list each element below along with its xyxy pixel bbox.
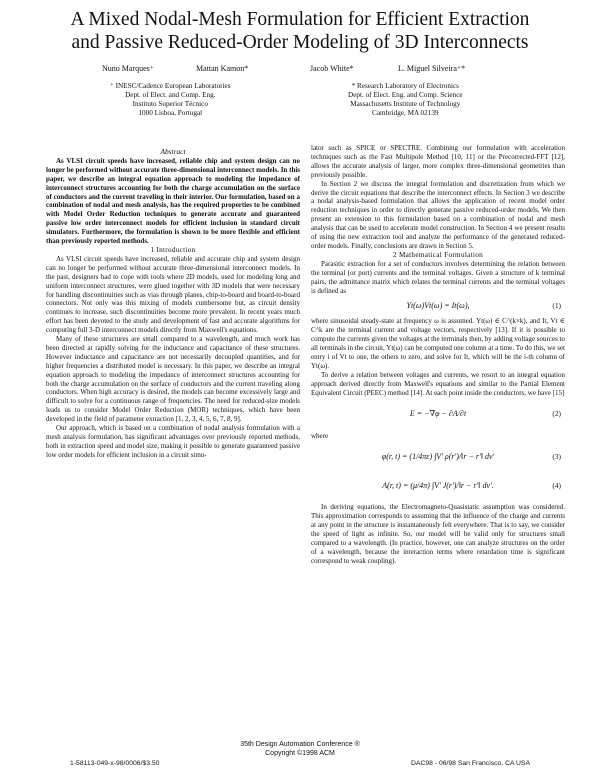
equation-1-number: (1) — [552, 300, 561, 310]
affil-left-line: 1000 Lisboa, Portugal — [138, 109, 203, 117]
abstract-text: As VLSI circuit speeds have increased, reliable chip and system design can no longer be performed without accurate three-dimensional interconnect models. In this paper, we describe an integral equation approach to modeling the impedance of interconnect structures accounting for both the charge accumulation on the surface of conductors and the current traveling in their interior. Our formulation, based on a combination of nodal and mesh analysis, has the required properties to be combined with Model Order Reduction techniques to generate accurate and guaranteed passive low order interconnect models for efficient inclusion in standard circuit simulators. Furthermore, the formulation is shown to be more flexible and efficient than previously reported methods. — [46, 156, 300, 246]
affil-left-line: Instituto Superior Técnico — [132, 100, 208, 108]
where-label: where — [311, 431, 329, 440]
author-3: Jacob White* — [310, 64, 354, 73]
formulation-paragraph-4: In deriving equations, the Electromagneto-Quasistatic assumption was considered. This approximation corresponds to assuming that the influence of the charge and currents at any point in the structure is instantaneously felt everywhere. That is to say, we consider the speed of light as infinite. So, our model will be valid only for structures small compared to a wavelength. (In practice, however, one can analyze structures on the order of a wavelength, because the interaction terms where retardation time is significant correspond to weak coupling). — [311, 503, 565, 565]
equation-1 — [311, 300, 565, 312]
left-column — [46, 148, 300, 460]
right-column — [311, 144, 565, 566]
affil-right-line: Cambridge, MA 02139 — [372, 109, 439, 117]
formulation-paragraph-3: To derive a relation between voltages and currents, we resort to an integral equation approach derived directly from Maxwell's equations and similar to the Partial Element Equivalent Circuit (PEEC) method [14]. At each point inside the conductors, we have [15] — [311, 370, 565, 397]
author-4: L. Miguel Silveira⁺* — [398, 64, 466, 73]
affil-left-line: Dept. of Elect. and Comp. Eng. — [125, 91, 216, 99]
intro-paragraph-2: Many of these structures are small compared to a wavelength, and much work has been directed at rapidly solving for the inductance and capacitance of these structures. However inductance and capacitance are not necessarily decoupled quantities, and for higher frequencies a distributed model is necessary. In this paper, we describe an integral equation approach to modeling the impedance of interconnect structures accounting for both the charge accumulation on the surface of conductors and the current traveling along conductors. When high accuracy is desired, the models can become excessively large and difficult to solve for a continuous range of frequencies. The need for reduced-size models leads us to consider Model Order Reduction (MOR) techniques, which have been developed in the field of parameter extraction [1, 2, 3, 4, 5, 6, 7, 8, 9]. — [46, 335, 300, 424]
author-2: Mattan Kamon* — [196, 64, 249, 73]
affil-left-line: ⁺ INESC/Cadence European Laboratories — [110, 82, 231, 90]
equation-4-number: (4) — [552, 481, 561, 491]
abstract-heading: Abstract — [160, 147, 186, 156]
equation-2 — [311, 403, 565, 427]
section-2-heading: 2 Mathematical Formulation — [392, 250, 484, 259]
author-1: Nuno Marques⁺ — [102, 64, 154, 73]
title-line-1: A Mixed Nodal-Mesh Formulation for Efficient Extraction — [70, 9, 530, 30]
conference-name: 35th Design Automation Conference ® — [240, 741, 360, 748]
section-1-heading: 1 Introduction — [150, 245, 196, 254]
intro-paragraph-3: Our approach, which is based on a combination of nodal analysis formulation with a mesh analysis formulation, has significant advantages over previously reported methods, both in extraction speed and model size, making it possible to generate guaranteed passive low order models for efficient inclusion in a circuit simu- — [46, 424, 300, 459]
equation-1-body: Yt(ω)Vt(ω) = It(ω), — [406, 300, 470, 310]
affil-right-line: * Research Laboratory of Electronics — [351, 82, 459, 90]
title-line-2: and Passive Reduced-Order Modeling of 3D Interconnects — [71, 32, 529, 53]
formulation-paragraph-2: where sinusoidal steady-state at frequency ω is assumed. Yt(ω) ∈ C^(k×k), and It, Vt ∈ C^k are the terminal current and voltage vectors, respectively [13]. If it is possible to compute the currents given the voltages at the terminals then, by adding voltage sources to all terminals in the circuit, Yt(ω) can be computed one column at a time. To do this, we set entry i of Vt to one, the others to zero, and solve for It, which will be the i-th column of Yt(ω). — [311, 317, 565, 370]
equation-2-body: E = −∇φ − ∂A/∂t — [409, 409, 467, 419]
isbn-line: 1-58113-049-x-98/0006/$3.50 — [70, 760, 160, 767]
equation-4-body: A(r, t) = (μ/4π) ∫V' J(r')/‖r − r'‖ dv'. — [382, 481, 494, 491]
venue-line: DAC98 - 06/98 San Francisco, CA USA — [411, 760, 530, 767]
equation-2-number: (2) — [552, 409, 561, 419]
affiliation-left — [110, 82, 231, 118]
affil-right-line: Massachusetts Institute of Technology — [350, 100, 461, 108]
equation-3 — [311, 445, 565, 469]
copyright-line: Copyright ©1998 ACM — [265, 750, 335, 757]
intro-paragraph-1: As VLSI circuit speeds have increased, reliable and accurate chip and system design can no longer be performed without accurate three-dimensional interconnect models. In the past, designers had to cope with tools where 2D models, used for modeling long and uniform interconnect structures, were glued together with 3D models that were necessary for handling discontinuities such as vias through planes, chip-to-board and board-to-board connectors. Not only was this mixing of models cumbersome but, as circuit density continues to increase, such discontinuities become more prevalent. In recent years much effort has been devoted to the study and development of fast and accurate algorithms for computing full 3-D interconnect models directly from Maxwell's equations. — [46, 254, 300, 335]
affil-right-line: Dept. of Elect. Eng. and Comp. Science — [348, 91, 463, 99]
paper-title — [20, 8, 580, 54]
equation-3-body: φ(r, t) = (1/4πε) ∫V' ρ(r')/‖r − r'‖ dv' — [381, 452, 495, 462]
equation-4 — [311, 474, 565, 498]
affiliation-right — [348, 82, 463, 118]
formulation-paragraph-1: Parasitic extraction for a set of conductors involves determining the relation between the terminal (or port) currents and the terminal voltages. Given a structure of k terminal pairs, the admittance matrix which relates the terminal currents and the terminal voltages is defined as — [311, 259, 565, 295]
equation-3-number: (3) — [552, 452, 561, 462]
intro-continued: lator such as SPICE or SPECTRE. Combining our formulation with acceleration techniques such as the Fast Multipole Method [10, 11] or the Precorrected-FFT [12], allows the accurate analysis of larger, more complex three-dimensional geometries than previously possible. — [311, 144, 565, 179]
outline-paragraph: In Section 2 we discuss the integral formulation and discretization from which we derive the circuit equations that describe the interconnect effects. In Section 3 we describe a nodal analysis-based formulation that allows the application of recent model order reduction techniques in order to directly generate passive reduced-order models. We then present an extension to this formulation based on a combination of nodal and mesh analysis that can be used to accelerate model construction. In Section 4 we present results of using the new extraction tool and analyze the performance of the generated reduced-order models. Finally, conclusions are drawn in Section 5. — [311, 179, 565, 250]
